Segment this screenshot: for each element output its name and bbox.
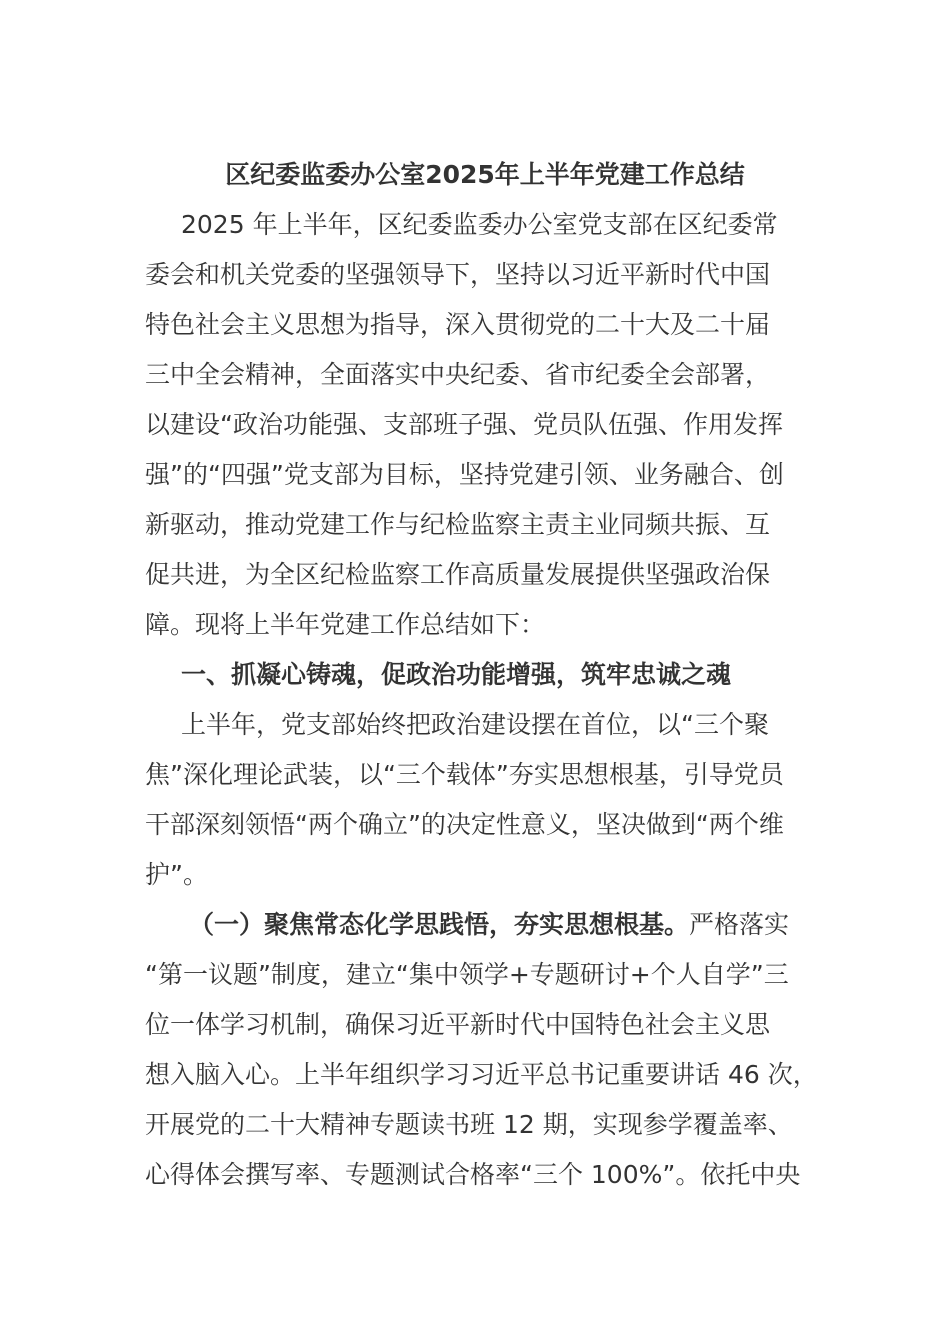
- paragraph-line: 干部深刻领悟“两个确立”的决定性意义，坚决做到“两个维: [145, 810, 784, 839]
- paragraph-line: 上半年，党支部始终把政治建设摆在首位，以“三个聚: [181, 710, 769, 739]
- paragraph-line: 护”。: [145, 860, 208, 889]
- paragraph-line: 促共进，为全区纪检监察工作高质量发展提供坚强政治保: [145, 560, 771, 589]
- section-heading: 一、抓凝心铸魂，促政治功能增强，筑牢忠诚之魂: [181, 660, 732, 689]
- document-title: 区纪委监委办公室2025年上半年党建工作总结: [225, 160, 745, 189]
- paragraph-line: 焦”深化理论武装，以“三个载体”夯实思想根基，引导党员: [145, 760, 784, 789]
- paragraph-line: “第一议题”制度，建立“集中领学+专题研讨+个人自学”三: [145, 960, 789, 989]
- paragraph-line: 以建设“政治功能强、支部班子强、党员队伍强、作用发挥: [145, 410, 783, 439]
- paragraph-line: 2025 年上半年，区纪委监委办公室党支部在区纪委常: [181, 210, 778, 239]
- subsection-line: [145, 900, 825, 950]
- subsection-heading: （一）聚焦常态化学思践悟，夯实思想根基。: [189, 910, 690, 939]
- paragraph-line: 心得体会撰写率、专题测试合格率“三个 100%”。依托中央: [145, 1160, 801, 1189]
- paragraph-line: 委会和机关党委的坚强领导下，坚持以习近平新时代中国: [145, 260, 771, 289]
- paragraph-line: 特色社会主义思想为指导，深入贯彻党的二十大及二十届: [145, 310, 771, 339]
- paragraph-line: 强”的“四强”党支部为目标，坚持党建引领、业务融合、创: [145, 460, 784, 489]
- paragraph-line: 想入脑入心。上半年组织学习习近平总书记重要讲话 46 次，: [145, 1060, 818, 1089]
- paragraph-line: 三中全会精神，全面落实中央纪委、省市纪委全会部署，: [145, 360, 771, 389]
- paragraph-line: 障。现将上半年党建工作总结如下：: [145, 610, 546, 639]
- paragraph-line: 开展党的二十大精神专题读书班 12 期，实现参学覆盖率、: [145, 1110, 793, 1139]
- paragraph-line: 新驱动，推动党建工作与纪检监察主责主业同频共振、互: [145, 510, 771, 539]
- paragraph-line: 位一体学习机制，确保习近平新时代中国特色社会主义思: [145, 1010, 771, 1039]
- subsection-text: 严格落实: [689, 910, 790, 939]
- document-body: [145, 150, 825, 1200]
